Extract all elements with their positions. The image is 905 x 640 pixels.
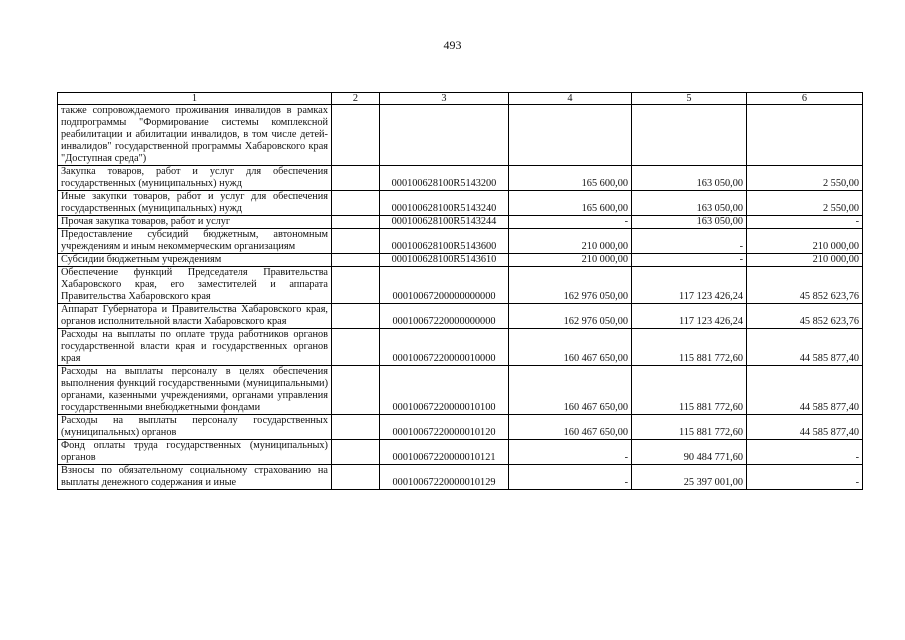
- row-col2: [332, 366, 380, 415]
- row-value-4: -: [509, 465, 632, 490]
- row-code: 00010067220000010121: [380, 440, 509, 465]
- budget-table: [57, 92, 863, 490]
- table-header-row: [58, 93, 863, 105]
- row-code: 000100628100R5143244: [380, 216, 509, 229]
- row-code: 000100628100R5143200: [380, 166, 509, 191]
- row-value-5: 117 123 426,24: [632, 267, 747, 304]
- table-row: [58, 105, 863, 166]
- row-name: Прочая закупка товаров, работ и услуг: [58, 216, 332, 229]
- row-code: 00010067220000010100: [380, 366, 509, 415]
- row-value-6: 45 852 623,76: [747, 267, 863, 304]
- row-col2: [332, 229, 380, 254]
- table-row: [58, 440, 863, 465]
- table-row: [58, 216, 863, 229]
- row-value-6: 210 000,00: [747, 229, 863, 254]
- row-value-4: 160 467 650,00: [509, 415, 632, 440]
- row-col2: [332, 105, 380, 166]
- row-name: Аппарат Губернатора и Правительства Хабаровского края, органов исполнительной власти Хабаровского края: [58, 304, 332, 329]
- row-col2: [332, 267, 380, 304]
- row-value-4: 162 976 050,00: [509, 267, 632, 304]
- page-number: 493: [443, 38, 462, 52]
- header-cell-1: 1: [58, 93, 332, 105]
- row-value-5: -: [632, 229, 747, 254]
- row-value-5: -: [632, 254, 747, 267]
- row-code: 00010067200000000000: [380, 267, 509, 304]
- row-code: 000100628100R5143240: [380, 191, 509, 216]
- row-value-5: 117 123 426,24: [632, 304, 747, 329]
- row-value-5: 25 397 001,00: [632, 465, 747, 490]
- row-value-6: 2 550,00: [747, 166, 863, 191]
- table-row: [58, 267, 863, 304]
- row-code: 00010067220000010120: [380, 415, 509, 440]
- row-code: 00010067220000010000: [380, 329, 509, 366]
- row-value-4: -: [509, 440, 632, 465]
- row-value-6: 210 000,00: [747, 254, 863, 267]
- row-value-6: [747, 105, 863, 166]
- row-value-4: 160 467 650,00: [509, 329, 632, 366]
- header-cell-2: 2: [332, 93, 380, 105]
- row-col2: [332, 329, 380, 366]
- row-code: 000100628100R5143600: [380, 229, 509, 254]
- table-row: [58, 254, 863, 267]
- row-value-5: 163 050,00: [632, 216, 747, 229]
- row-value-5: 163 050,00: [632, 191, 747, 216]
- table-row: [58, 465, 863, 490]
- row-value-4: 165 600,00: [509, 166, 632, 191]
- row-name: Фонд оплаты труда государственных (муниципальных) органов: [58, 440, 332, 465]
- row-value-5: 115 881 772,60: [632, 366, 747, 415]
- row-col2: [332, 440, 380, 465]
- header-cell-5: 5: [632, 93, 747, 105]
- row-code: 00010067220000000000: [380, 304, 509, 329]
- row-value-6: -: [747, 440, 863, 465]
- table-row: [58, 229, 863, 254]
- row-value-5: 115 881 772,60: [632, 415, 747, 440]
- header-cell-6: 6: [747, 93, 863, 105]
- row-col2: [332, 166, 380, 191]
- row-name: Субсидии бюджетным учреждениям: [58, 254, 332, 267]
- row-name: Закупка товаров, работ и услуг для обеспечения государственных (муниципальных) нужд: [58, 166, 332, 191]
- row-value-5: 163 050,00: [632, 166, 747, 191]
- row-name: Расходы на выплаты по оплате труда работников органов государственной власти края и государственных органов края: [58, 329, 332, 366]
- row-col2: [332, 191, 380, 216]
- table-row: [58, 191, 863, 216]
- row-value-6: 45 852 623,76: [747, 304, 863, 329]
- row-code: [380, 105, 509, 166]
- row-value-6: 44 585 877,40: [747, 415, 863, 440]
- row-value-6: -: [747, 465, 863, 490]
- header-cell-3: 3: [380, 93, 509, 105]
- row-name: Расходы на выплаты персоналу в целях обеспечения выполнения функций государственными (муниципальными) органами, казенными учреждениями, органами управления государственными внебюджетными фондами: [58, 366, 332, 415]
- header-cell-4: 4: [509, 93, 632, 105]
- row-name: Обеспечение функций Председателя Правительства Хабаровского края, его заместителей и аппарата Правительства Хабаровского края: [58, 267, 332, 304]
- row-value-4: 160 467 650,00: [509, 366, 632, 415]
- row-col2: [332, 216, 380, 229]
- row-value-6: -: [747, 216, 863, 229]
- row-value-4: 210 000,00: [509, 254, 632, 267]
- table-row: [58, 329, 863, 366]
- table-row: [58, 366, 863, 415]
- row-value-5: 115 881 772,60: [632, 329, 747, 366]
- row-col2: [332, 254, 380, 267]
- row-code: 00010067220000010129: [380, 465, 509, 490]
- row-col2: [332, 304, 380, 329]
- row-value-5: [632, 105, 747, 166]
- row-name: Расходы на выплаты персоналу государственных (муниципальных) органов: [58, 415, 332, 440]
- row-col2: [332, 415, 380, 440]
- row-value-4: 165 600,00: [509, 191, 632, 216]
- row-name: также сопровождаемого проживания инвалидов в рамках подпрограммы "Формирование системы комплексной реабилитации и абилитации инвалидов, в том числе детей-инвалидов" государственной программы Хабаровского края "Доступная среда"): [58, 105, 332, 166]
- row-value-4: 162 976 050,00: [509, 304, 632, 329]
- row-value-4: 210 000,00: [509, 229, 632, 254]
- row-name: Иные закупки товаров, работ и услуг для обеспечения государственных (муниципальных) нужд: [58, 191, 332, 216]
- table-row: [58, 415, 863, 440]
- table-row: [58, 166, 863, 191]
- row-value-6: 44 585 877,40: [747, 329, 863, 366]
- row-value-6: 44 585 877,40: [747, 366, 863, 415]
- table-row: [58, 304, 863, 329]
- row-code: 000100628100R5143610: [380, 254, 509, 267]
- row-value-6: 2 550,00: [747, 191, 863, 216]
- row-value-4: [509, 105, 632, 166]
- row-name: Взносы по обязательному социальному страхованию на выплаты денежного содержания и иные: [58, 465, 332, 490]
- row-name: Предоставление субсидий бюджетным, автономным учреждениям и иным некоммерческим организациям: [58, 229, 332, 254]
- row-value-5: 90 484 771,60: [632, 440, 747, 465]
- row-value-4: -: [509, 216, 632, 229]
- row-col2: [332, 465, 380, 490]
